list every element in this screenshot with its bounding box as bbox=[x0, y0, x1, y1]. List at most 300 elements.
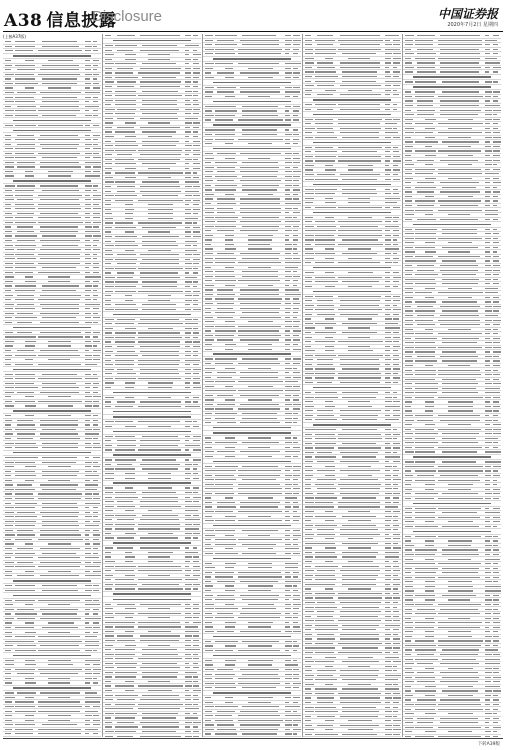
table-cell-text bbox=[315, 193, 335, 194]
table-cell-text bbox=[415, 517, 435, 518]
table-cell-text bbox=[385, 235, 391, 236]
table-cell-text bbox=[438, 622, 481, 623]
table-cell-text bbox=[193, 300, 198, 301]
table-cell-text bbox=[305, 584, 315, 585]
table-cell-text bbox=[193, 272, 198, 273]
table-cell-text bbox=[115, 731, 136, 732]
table-cell-text bbox=[105, 272, 112, 273]
table-cell-text bbox=[217, 613, 233, 614]
table-cell-text bbox=[393, 281, 399, 282]
table-cell-text bbox=[305, 207, 311, 208]
table-cell-text bbox=[293, 563, 297, 564]
table-cell-text bbox=[393, 661, 401, 662]
table-cell-text bbox=[17, 548, 33, 549]
table-cell-text bbox=[393, 675, 401, 676]
table-cell-text bbox=[193, 401, 198, 402]
table-cell-text bbox=[138, 268, 182, 269]
table-cell-text bbox=[415, 447, 435, 448]
table-cell-text bbox=[185, 54, 189, 55]
table-cell-text bbox=[448, 686, 473, 687]
table-cell-text bbox=[393, 679, 398, 680]
table-cell-text bbox=[315, 309, 334, 310]
table-cell-text bbox=[405, 545, 414, 546]
table-cell-text bbox=[185, 118, 192, 119]
table-cell-text bbox=[242, 599, 278, 600]
table-cell-text bbox=[138, 200, 183, 201]
table-cell-text bbox=[315, 104, 336, 105]
table-cell-text bbox=[493, 360, 500, 361]
table-cell-text bbox=[193, 449, 201, 450]
table-cell-text bbox=[313, 114, 391, 115]
table-cell-text bbox=[438, 256, 480, 257]
table-cell-text bbox=[293, 683, 300, 684]
table-cell-text bbox=[85, 503, 93, 504]
table-cell-text bbox=[305, 81, 311, 82]
table-cell-text bbox=[217, 631, 234, 632]
table-cell-text bbox=[15, 475, 36, 476]
table-cell-text bbox=[40, 249, 81, 250]
table-cell-text bbox=[205, 660, 212, 661]
table-cell-text bbox=[5, 512, 14, 513]
table-cell-text bbox=[38, 125, 82, 126]
table-cell-text bbox=[5, 249, 14, 250]
table-cell-text bbox=[142, 245, 178, 246]
table-cell-text bbox=[285, 447, 290, 448]
table-cell-text bbox=[315, 434, 335, 435]
table-cell-text bbox=[240, 729, 278, 730]
table-cell-text bbox=[38, 336, 83, 337]
table-cell-text bbox=[440, 62, 479, 63]
table-cell-text bbox=[93, 272, 99, 273]
table-cell-text bbox=[305, 151, 311, 152]
table-cell-text bbox=[305, 309, 313, 310]
table-cell-text bbox=[417, 681, 435, 682]
table-cell-text bbox=[193, 236, 200, 237]
table-cell-text bbox=[385, 443, 390, 444]
table-cell-text bbox=[425, 155, 436, 156]
table-cell-text bbox=[5, 222, 13, 223]
table-cell-text bbox=[348, 169, 373, 170]
table-cell-text bbox=[317, 128, 333, 129]
table-cell-text bbox=[385, 85, 390, 86]
table-cell-text bbox=[415, 351, 435, 352]
table-cell-text bbox=[5, 503, 11, 504]
table-cell-text bbox=[25, 405, 36, 406]
table-cell-text bbox=[117, 445, 137, 446]
table-cell-text bbox=[438, 429, 480, 430]
table-cell-text bbox=[25, 466, 36, 467]
table-cell-text bbox=[93, 660, 100, 661]
table-cell-text bbox=[185, 68, 191, 69]
table-cell-text bbox=[315, 253, 335, 254]
table-cell-text bbox=[17, 424, 35, 425]
table-cell-text bbox=[305, 382, 313, 383]
table-cell-text bbox=[205, 35, 213, 36]
table-cell-text bbox=[493, 484, 497, 485]
table-cell-text bbox=[485, 590, 493, 591]
table-cell-text bbox=[338, 119, 382, 120]
table-cell-text bbox=[193, 150, 200, 151]
table-cell-text bbox=[405, 214, 414, 215]
table-cell-text bbox=[240, 91, 280, 92]
table-cell-text bbox=[317, 602, 336, 603]
table-cell-text bbox=[485, 238, 490, 239]
table-cell-text bbox=[38, 729, 81, 730]
table-cell-text bbox=[205, 390, 215, 391]
table-cell-text bbox=[485, 392, 492, 393]
table-cell-text bbox=[305, 198, 314, 199]
table-cell-text bbox=[40, 231, 78, 232]
table-cell-text bbox=[385, 493, 391, 494]
table-cell-text bbox=[315, 151, 337, 152]
table-cell-text bbox=[493, 96, 497, 97]
table-cell-text bbox=[340, 67, 379, 68]
table-cell-text bbox=[105, 617, 114, 618]
table-cell-text bbox=[405, 123, 412, 124]
table-cell-text bbox=[393, 543, 398, 544]
table-cell-text bbox=[185, 204, 189, 205]
table-cell-text bbox=[405, 164, 414, 165]
table-cell-text bbox=[205, 303, 213, 304]
table-cell-text bbox=[138, 323, 183, 324]
table-cell-text bbox=[93, 383, 99, 384]
table-cell-text bbox=[393, 318, 399, 319]
table-cell-text bbox=[485, 599, 491, 600]
table-cell-text bbox=[305, 67, 312, 68]
table-cell-text bbox=[493, 388, 500, 389]
table-cell-text bbox=[205, 185, 211, 186]
table-cell-text bbox=[305, 286, 312, 287]
table-cell-text bbox=[285, 194, 290, 195]
table-cell-text bbox=[117, 736, 133, 737]
table-cell-text bbox=[248, 244, 270, 245]
table-cell-text bbox=[93, 195, 100, 196]
table-cell-text bbox=[293, 198, 299, 199]
table-cell-text bbox=[193, 533, 200, 534]
table-cell-text bbox=[440, 315, 478, 316]
table-cell-text bbox=[105, 168, 112, 169]
table-cell-text bbox=[293, 539, 298, 540]
table-cell-text bbox=[185, 127, 190, 128]
table-cell-text bbox=[325, 466, 336, 467]
table-cell-text bbox=[438, 480, 479, 481]
table-cell-text bbox=[193, 346, 200, 347]
table-cell-text bbox=[93, 135, 100, 136]
table-cell-text bbox=[315, 506, 334, 507]
table-cell-text bbox=[248, 437, 271, 438]
table-cell-text bbox=[340, 174, 379, 175]
table-cell-text bbox=[485, 526, 491, 527]
table-cell-text bbox=[293, 660, 297, 661]
table-cell-text bbox=[85, 396, 92, 397]
table-cell-text bbox=[142, 281, 177, 282]
table-cell-text bbox=[105, 690, 112, 691]
table-cell-text bbox=[425, 489, 435, 490]
table-cell-text bbox=[315, 607, 337, 608]
table-cell-text bbox=[93, 613, 98, 614]
table-cell-text bbox=[85, 697, 92, 698]
table-cell-text bbox=[213, 692, 291, 693]
table-cell-text bbox=[185, 699, 190, 700]
table-cell-text bbox=[448, 559, 471, 560]
table-cell-text bbox=[5, 83, 13, 84]
table-cell-text bbox=[215, 358, 237, 359]
table-cell-text bbox=[415, 370, 436, 371]
table-cell-text bbox=[415, 622, 435, 623]
table-cell-text bbox=[493, 559, 500, 560]
table-cell-text bbox=[105, 159, 112, 160]
table-cell-text bbox=[185, 672, 193, 673]
table-cell-text bbox=[405, 44, 413, 45]
table-cell-text bbox=[342, 679, 376, 680]
table-cell-text bbox=[448, 636, 472, 637]
table-cell-text bbox=[393, 332, 399, 333]
table-cell-text bbox=[105, 281, 114, 282]
table-cell-text bbox=[85, 162, 93, 163]
table-cell-text bbox=[493, 155, 500, 156]
table-cell-text bbox=[342, 625, 379, 626]
table-cell-text bbox=[325, 258, 335, 259]
table-cell-text bbox=[348, 258, 372, 259]
table-cell-text bbox=[293, 456, 298, 457]
table-cell-text bbox=[5, 359, 11, 360]
table-cell-text bbox=[5, 204, 12, 205]
table-cell-text bbox=[115, 159, 135, 160]
table-cell-text bbox=[205, 230, 211, 231]
table-cell-text bbox=[305, 35, 311, 36]
table-cell-text bbox=[305, 593, 312, 594]
table-cell-text bbox=[385, 318, 391, 319]
table-cell-text bbox=[393, 684, 398, 685]
table-cell-text bbox=[15, 204, 35, 205]
table-cell-text bbox=[205, 626, 213, 627]
table-cell-text bbox=[415, 256, 433, 257]
table-cell-text bbox=[193, 497, 201, 498]
table-cell-text bbox=[105, 397, 114, 398]
table-cell-text bbox=[125, 561, 133, 562]
table-cell-text bbox=[93, 258, 97, 259]
table-cell-text bbox=[485, 559, 493, 560]
table-cell-text bbox=[40, 295, 81, 296]
table-cell-text bbox=[93, 226, 99, 227]
table-cell-text bbox=[115, 584, 137, 585]
table-cell-text bbox=[293, 162, 300, 163]
table-cell-text bbox=[215, 390, 236, 391]
table-cell-text bbox=[105, 100, 113, 101]
table-cell-text bbox=[25, 396, 34, 397]
table-cell-text bbox=[105, 91, 112, 92]
table-cell-text bbox=[25, 345, 35, 346]
table-cell-text bbox=[240, 613, 281, 614]
table-cell-text bbox=[325, 318, 335, 319]
table-cell-text bbox=[193, 406, 199, 407]
table-cell-text bbox=[38, 378, 82, 379]
table-cell-text bbox=[240, 40, 278, 41]
table-cell-text bbox=[193, 168, 200, 169]
table-cell-text bbox=[485, 604, 490, 605]
table-cell-text bbox=[393, 415, 399, 416]
table-cell-text bbox=[448, 288, 472, 289]
table-cell-text bbox=[17, 618, 35, 619]
table-cell-text bbox=[117, 722, 134, 723]
table-cell-text bbox=[385, 305, 390, 306]
table-cell-text bbox=[342, 525, 376, 526]
table-cell-text bbox=[393, 300, 400, 301]
table-cell-text bbox=[285, 660, 291, 661]
table-cell-text bbox=[5, 632, 12, 633]
table-cell-text bbox=[248, 548, 273, 549]
table-cell-text bbox=[93, 733, 98, 734]
table-cell-text bbox=[385, 286, 390, 287]
table-cell-text bbox=[285, 226, 291, 227]
table-cell-text bbox=[138, 588, 183, 589]
table-cell-text bbox=[315, 221, 335, 222]
table-cell-text bbox=[485, 374, 491, 375]
table-cell-text bbox=[105, 254, 114, 255]
table-cell-text bbox=[105, 172, 111, 173]
table-cell-text bbox=[115, 713, 137, 714]
table-cell-text bbox=[417, 265, 434, 266]
table-cell-text bbox=[485, 397, 491, 398]
table-cell-text bbox=[185, 304, 189, 305]
table-cell-text bbox=[425, 251, 436, 252]
table-cell-text bbox=[393, 44, 400, 45]
table-cell-text bbox=[493, 401, 499, 402]
table-cell-text bbox=[225, 456, 235, 457]
table-cell-text bbox=[485, 256, 491, 257]
table-cell-text bbox=[348, 588, 371, 589]
table-cell-text bbox=[313, 387, 391, 388]
table-cell-text bbox=[393, 207, 400, 208]
table-cell-text bbox=[25, 604, 33, 605]
table-cell-text bbox=[485, 146, 491, 147]
table-cell-text bbox=[138, 708, 180, 709]
table-cell-text bbox=[142, 515, 178, 516]
table-cell-text bbox=[5, 429, 12, 430]
table-cell-text bbox=[385, 327, 393, 328]
table-cell-text bbox=[405, 397, 412, 398]
table-cell-text bbox=[93, 295, 98, 296]
table-cell-text bbox=[293, 497, 297, 498]
table-cell-text bbox=[205, 368, 215, 369]
table-cell-text bbox=[105, 533, 111, 534]
table-cell-text bbox=[442, 442, 478, 443]
table-cell-text bbox=[493, 100, 498, 101]
table-cell-text bbox=[85, 272, 90, 273]
table-cell-text bbox=[185, 104, 190, 105]
table-cell-text bbox=[415, 379, 436, 380]
table-cell-text bbox=[415, 536, 436, 537]
table-cell-text bbox=[485, 155, 490, 156]
table-cell-text bbox=[415, 132, 433, 133]
table-cell-text bbox=[248, 239, 272, 240]
table-cell-text bbox=[293, 143, 298, 144]
table-cell-text bbox=[305, 253, 314, 254]
table-cell-text bbox=[425, 424, 435, 425]
table-cell-text bbox=[185, 373, 191, 374]
table-cell-text bbox=[193, 613, 200, 614]
table-cell-text bbox=[125, 218, 133, 219]
table-cell-text bbox=[85, 97, 90, 98]
table-cell-text bbox=[125, 122, 137, 123]
table-cell-text bbox=[38, 733, 80, 734]
table-cell-text bbox=[238, 520, 282, 521]
table-cell-text bbox=[105, 227, 112, 228]
table-cell-text bbox=[285, 418, 291, 419]
table-cell-text bbox=[93, 245, 97, 246]
table-cell-text bbox=[493, 356, 498, 357]
table-cell-text bbox=[317, 132, 335, 133]
table-cell-text bbox=[105, 181, 114, 182]
table-cell-text bbox=[405, 627, 413, 628]
table-cell-text bbox=[85, 195, 90, 196]
table-cell-text bbox=[417, 475, 434, 476]
table-cell-text bbox=[393, 193, 398, 194]
table-cell-text bbox=[215, 35, 238, 36]
table-cell-text bbox=[385, 502, 391, 503]
table-cell-text bbox=[248, 344, 272, 345]
table-cell-text bbox=[285, 687, 291, 688]
table-cell-text bbox=[242, 226, 279, 227]
table-cell-text bbox=[405, 415, 413, 416]
table-cell-text bbox=[193, 268, 198, 269]
table-cell-text bbox=[393, 314, 399, 315]
table-cell-text bbox=[240, 631, 281, 632]
table-cell-text bbox=[415, 283, 436, 284]
table-cell-text bbox=[405, 406, 412, 407]
table-cell-text bbox=[385, 272, 389, 273]
table-cell-text bbox=[185, 222, 191, 223]
table-cell-text bbox=[193, 722, 201, 723]
table-cell-text bbox=[193, 50, 197, 51]
table-cell-text bbox=[415, 526, 438, 527]
table-cell-text bbox=[125, 690, 135, 691]
table-cell-text bbox=[342, 629, 376, 630]
table-cell-text bbox=[193, 351, 198, 352]
table-cell-text bbox=[205, 702, 213, 703]
table-cell-text bbox=[385, 657, 393, 658]
table-cell-text bbox=[315, 53, 336, 54]
table-cell-text bbox=[485, 265, 491, 266]
table-cell-text bbox=[425, 668, 435, 669]
table-cell-text bbox=[405, 169, 412, 170]
table-cell-text bbox=[148, 250, 171, 251]
table-cell-text bbox=[293, 276, 300, 277]
table-cell-text bbox=[85, 245, 90, 246]
table-cell-text bbox=[215, 617, 234, 618]
table-cell-text bbox=[305, 128, 315, 129]
table-cell-text bbox=[205, 244, 211, 245]
table-cell-text bbox=[215, 479, 236, 480]
table-cell-text bbox=[93, 87, 100, 88]
table-cell-text bbox=[105, 631, 114, 632]
table-cell-text bbox=[340, 85, 381, 86]
table-cell-text bbox=[248, 567, 272, 568]
table-cell-text bbox=[115, 222, 133, 223]
table-cell-text bbox=[217, 669, 233, 670]
table-cell-text bbox=[5, 50, 14, 51]
table-cell-text bbox=[85, 660, 92, 661]
table-cell-text bbox=[425, 119, 436, 120]
table-cell-text bbox=[448, 484, 473, 485]
table-cell-text bbox=[40, 673, 77, 674]
table-cell-text bbox=[5, 313, 14, 314]
table-cell-text bbox=[185, 186, 191, 187]
table-cell-text bbox=[485, 475, 490, 476]
table-cell-text bbox=[193, 231, 200, 232]
table-cell-text bbox=[438, 536, 480, 537]
table-cell-text bbox=[285, 344, 290, 345]
